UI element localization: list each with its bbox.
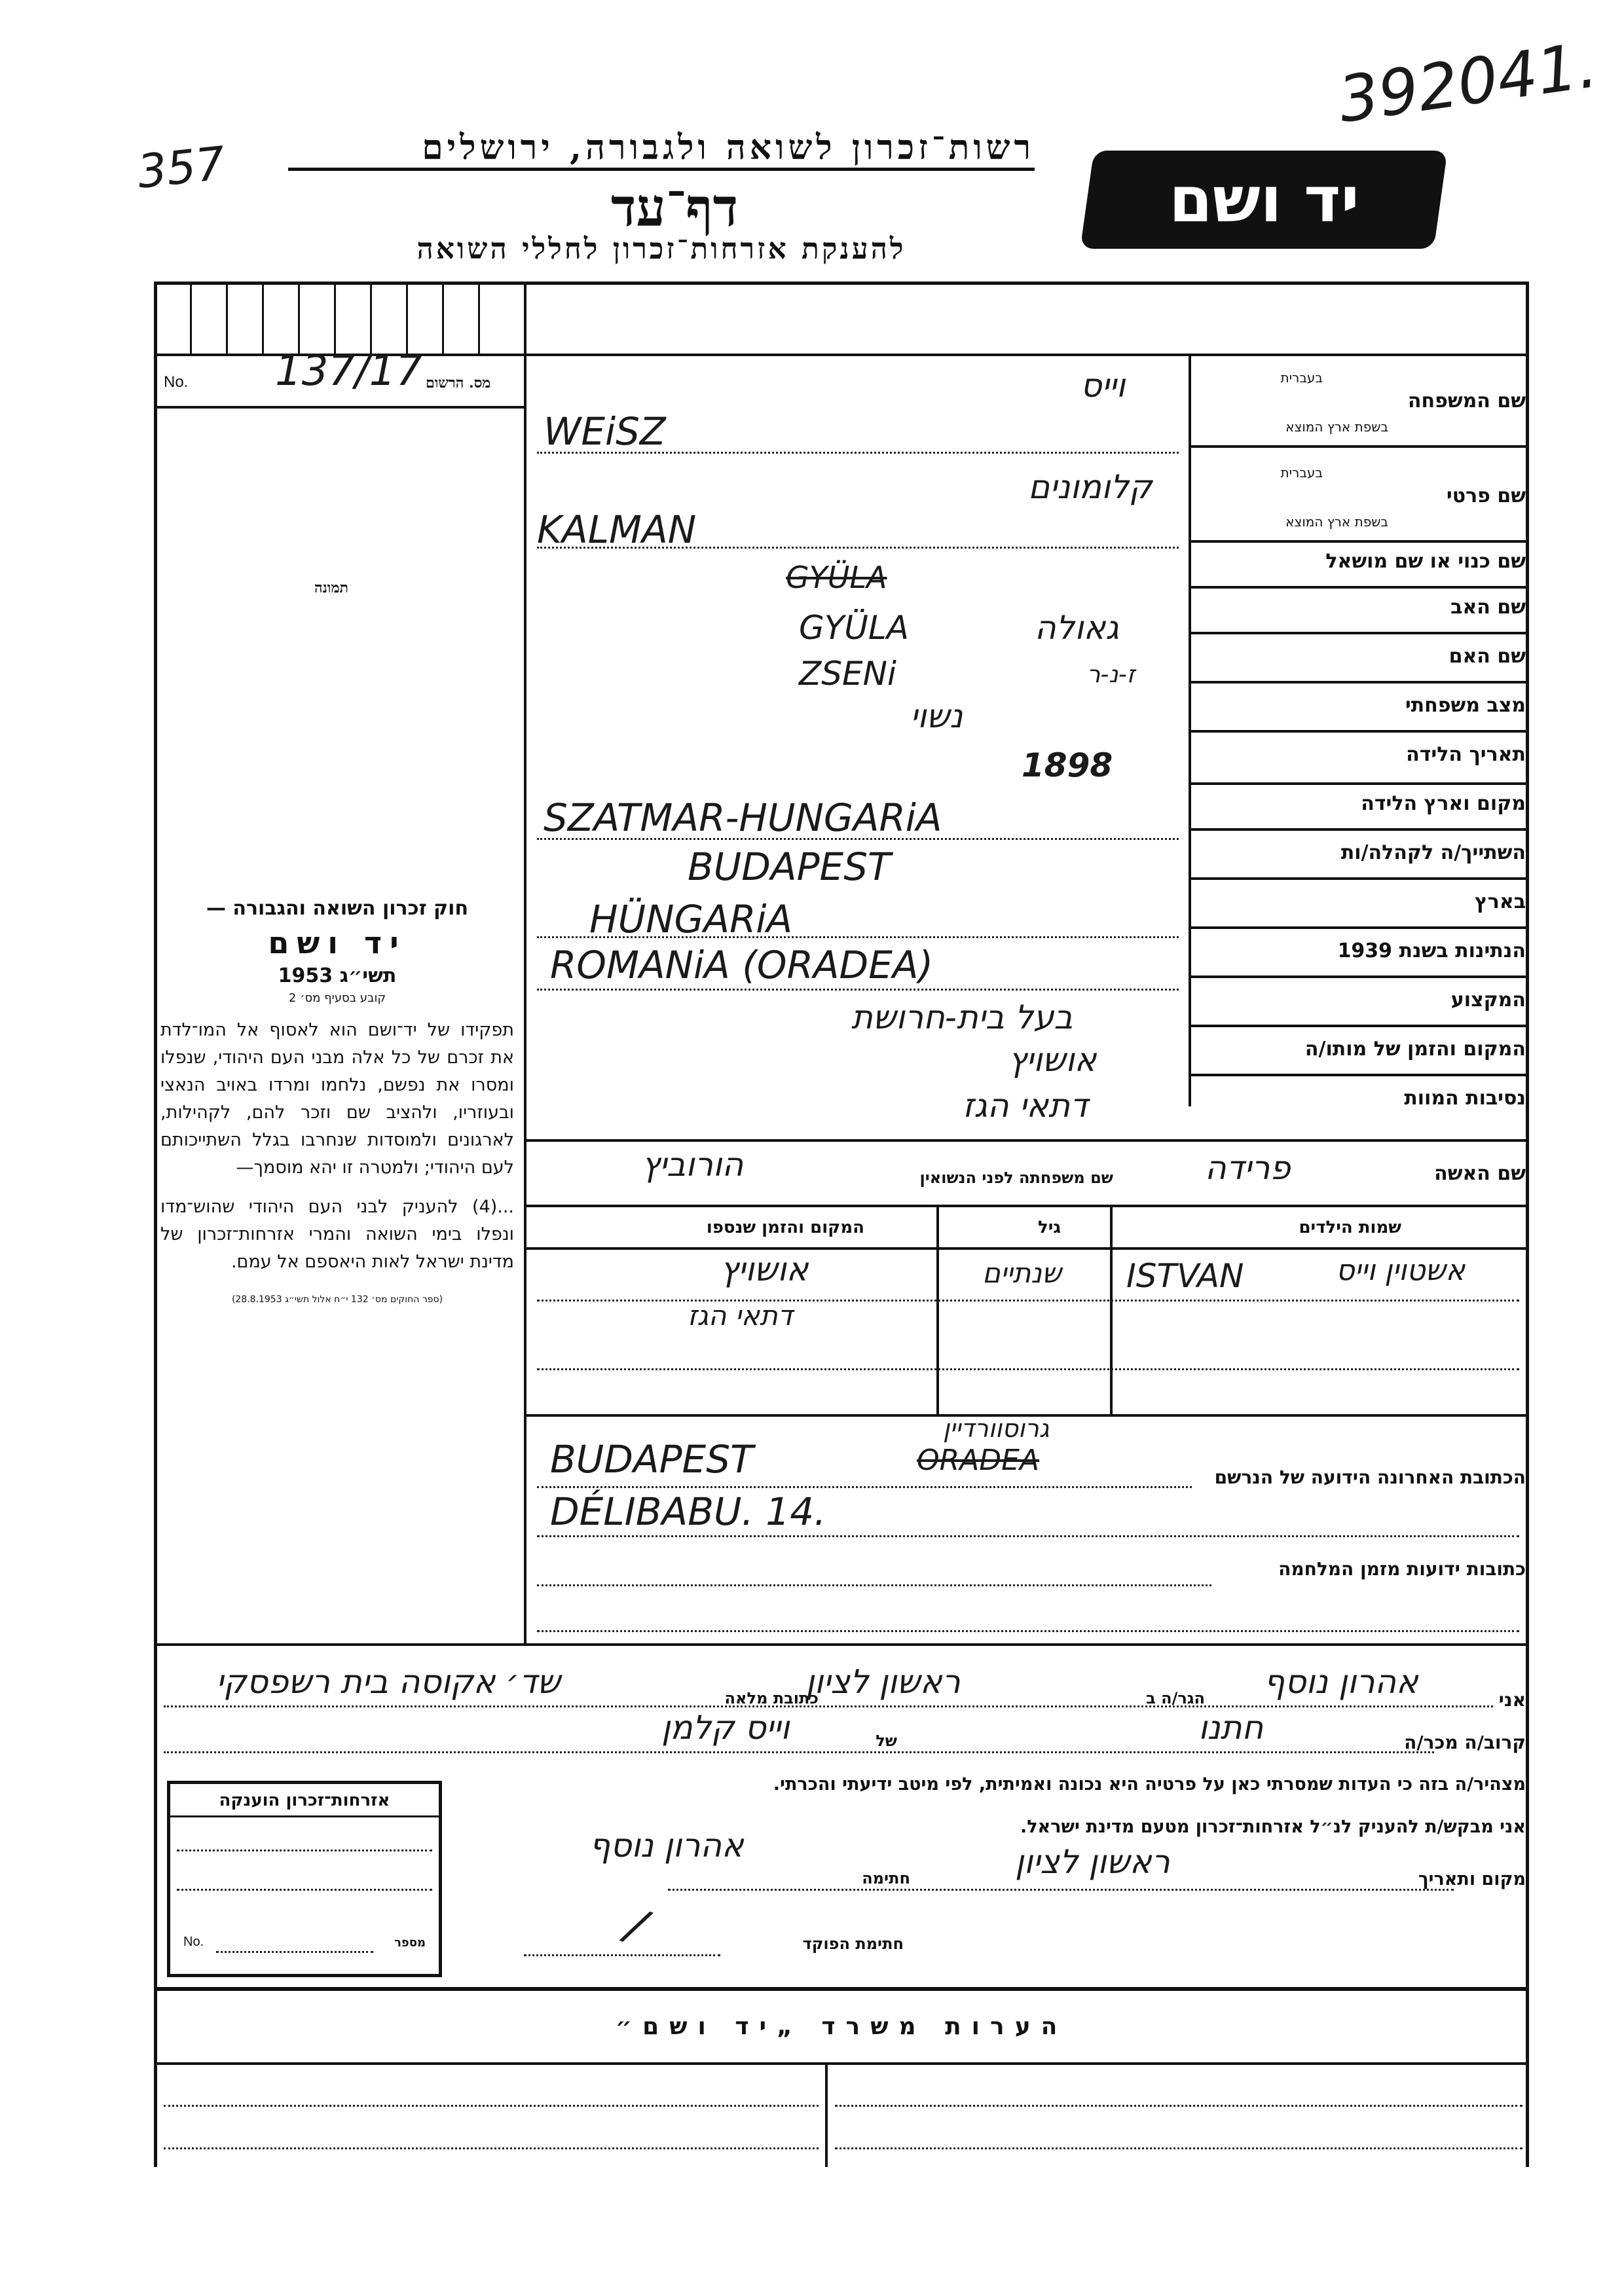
officer-signature-mark: / [619,1897,653,1954]
notes-line [154,2062,1529,2065]
dots [164,2147,819,2149]
reg-no-label: No. [164,373,189,391]
dots [835,2147,1522,2149]
nickname-value: GYÜLA [786,560,887,595]
birth-date-label: תאריך הלידה [1406,743,1526,766]
father-value: GYÜLA [799,609,909,647]
sep [1189,445,1529,448]
mother-he-value: ז-נ-ר [1087,661,1135,688]
granted-box [167,1781,442,1977]
sep [1189,782,1529,785]
mother-value: ZSENi [799,655,896,693]
reg-bottom [154,406,524,409]
request-text: אני מבקש/ת להעניק לנ״ל אזרחות־זכרון מטעם מדינת ישראל. [1020,1817,1526,1837]
country-label: בארץ [1474,890,1526,913]
wife-label: שם האשה [1434,1162,1526,1185]
organization-title: רשות־זכרון לשואה ולגבורה, ירושלים [288,128,1035,171]
death-cause-label: נסיבות המוות [1404,1087,1526,1110]
tick [406,282,408,354]
law-title: חוק זכרון השואה והגבורה — [206,897,469,920]
child-place-value: אושויץ [720,1250,809,1288]
wife-top [524,1139,1529,1142]
dots [537,989,1179,991]
tick [262,282,264,354]
birth-date-value: 1898 [1022,746,1113,784]
address-line2: DÉLIBABU. 14. [550,1489,826,1534]
dots [537,1584,1211,1586]
officer-label: חתימת הפוקד [802,1935,904,1953]
children-col-sep [936,1205,939,1414]
family-native-label: בשפת ארץ המוצא [1285,419,1388,435]
family-name-value: WEiSZ [544,409,666,454]
community-label: השתייך/ה לקהלה/ות [1340,841,1526,864]
granted-no-label: No. [183,1935,204,1949]
family-name-he-value: וייס [1080,367,1126,405]
full-address-label: כתובת מלאה [724,1689,819,1707]
death-place-value: אושויץ [1008,1041,1097,1079]
dots [537,1535,1519,1537]
sep [1189,975,1529,978]
citizenship-value: ROMANiA (ORADEA) [550,943,934,987]
dots [537,1300,1519,1302]
declarant-i-label: אני [1498,1689,1526,1711]
of-value: וייס קלמן [661,1709,790,1747]
granted-no-he: מספר [394,1936,426,1950]
declaration-text: מצהיר/ה בזה כי העדות שמסרתי כאן על פרטיה היא נכונה ואמיתית, לפי מיטב ידיעתי והכרתי. [773,1774,1526,1795]
children-names-header: שמות הילדים [1299,1218,1401,1237]
granted-title: אזרחות־זכרון הוענקה [170,1784,439,1817]
profession-value: בעל בית-חרושת [851,998,1073,1036]
signature-label: חתימה [862,1869,910,1887]
corner-number: 357 [135,136,228,199]
sep [1189,926,1529,929]
maiden-label: שם משפחתה לפני הנשואין [919,1169,1113,1187]
dots [835,2105,1522,2107]
death-cause-value: דתאי הגז [963,1087,1088,1125]
children-header-bottom [524,1247,1529,1250]
reg-no-value: 137/17 [275,347,423,395]
law-block [160,897,514,1305]
dots [164,2105,819,2107]
dots [164,1705,1493,1707]
office-notes-title: הערות משרד „יד ושם״ [615,2013,1068,2040]
first-native-label: בשפת ארץ המוצא [1285,514,1388,530]
dots [537,1486,1192,1488]
sep [1189,877,1529,880]
full-address-value: שד׳ אקוסה בית רשפסקי [216,1663,561,1701]
tick [190,282,192,354]
sep [1189,730,1529,733]
children-place-header: המקום והזמן שנספו [706,1218,864,1237]
archive-number: 392041. [1334,27,1602,137]
family-name-label: שם המשפחה [1407,390,1526,412]
dots [177,1889,432,1891]
address-line1: BUDAPEST [550,1437,754,1482]
children-col-sep [1110,1205,1113,1414]
address-label: הכתובת האחרונה הידועה של הנרשם [1214,1467,1526,1488]
resident-label: הגר/ה ב [1146,1689,1205,1707]
reg-no-label-he: מס. הרשום [426,374,491,392]
sep [1189,632,1529,634]
wartime-label: כתובות ידועות מזמן המלחמה [1278,1558,1526,1580]
dots [177,1850,432,1851]
relative-value: חתנו [1198,1709,1264,1747]
form-title: דף־עד [610,177,739,238]
column-separator [524,282,526,1643]
tick [334,282,336,354]
address-alt: ORADEA [917,1444,1040,1477]
tick [370,282,372,354]
death-place-label: המקום והזמן של מותו/ה [1304,1038,1526,1061]
form-subtitle: להענקת אזרחות־זכרון לחללי השואה [416,232,906,266]
sep [1189,1025,1529,1027]
law-paragraph-2: ...(4) להעניק לבני העם היהודי שהוש־מדו ונפלו בימי השואה והמרי אזרחות־זכרון של מדינת ישראל לאות היאספם אל עמם. [160,1197,514,1272]
law-org: יד ושם [268,925,407,960]
logo-text: יד ושם [1168,163,1359,236]
notes-top [154,1987,1529,1991]
child-name-he-value: אשטוין וייס [1336,1254,1466,1287]
dots [216,1951,373,1953]
signature-value: אהרון נוסף [589,1827,744,1865]
tick [298,282,300,354]
declarant-name: אהרון נוסף [1264,1663,1418,1701]
family-hebrew-label: בעברית [1280,370,1323,386]
sep [1189,681,1529,683]
relative-label: קרוב/ה מכר/ה [1404,1732,1526,1753]
tick [226,282,228,354]
address-bottom [154,1643,1529,1646]
law-year: תשי״ג 1953 [278,964,397,987]
resident-value: ראשון לציון [805,1663,961,1701]
child-place2-value: דתאי הגז [688,1300,793,1332]
tick [442,282,444,354]
sep [1189,828,1529,831]
place-date-label: מקום ותאריך [1418,1869,1526,1889]
community-value: BUDAPEST [688,845,891,889]
law-clause: קובע בסעיף מס׳ 2 [288,991,386,1005]
child-age-value: שנתיים [982,1257,1061,1289]
photo-label: תמונה [314,579,348,596]
nickname-label: שם כנוי או שם מושאל [1325,550,1526,573]
dots [537,1368,1519,1370]
notes-col-sep [825,2062,828,2167]
marital-value: נשוי [910,697,963,735]
wife-value: פרידה [1205,1149,1291,1187]
first-name-label: שם פרטי [1446,484,1526,507]
child-name-value: ISTVAN [1126,1257,1244,1295]
address-alt-he: גרוסוורדיין [943,1414,1050,1443]
dots [537,1630,1519,1632]
birth-place-value: SZATMAR-HUNGARiA [544,795,942,840]
father-label: שם האב [1450,596,1526,619]
children-age-header: גיל [1037,1218,1061,1237]
sep [1189,1074,1529,1076]
of-label: של [876,1732,897,1750]
maiden-value: הורוביץ [642,1146,744,1184]
profession-label: המקצוע [1450,989,1526,1011]
marital-label: מצב משפחתי [1405,694,1526,717]
mother-label: שם האם [1449,645,1526,668]
father-he-value: גאולה [1035,609,1119,647]
dots [668,1889,1454,1891]
first-name-value: KALMAN [537,507,697,552]
first-name-he-value: קלומונים [1028,468,1153,506]
first-hebrew-label: בעברית [1280,465,1323,481]
citizenship-label: הנתינות בשנת 1939 [1337,939,1526,962]
dots [164,1751,1434,1753]
sep [1189,586,1529,589]
sep [1189,540,1529,543]
yad-vashem-logo [1080,151,1447,249]
law-source: (ספר החוקים מס׳ 132 י״ח אלול תשי״ג 28.8.1953) [231,1294,443,1305]
wife-bottom [524,1205,1529,1207]
place-date-value: ראשון לציון [1015,1843,1170,1881]
dots [524,1954,720,1956]
law-paragraph-1: תפקידו של יד־ושם הוא לאסוף אל המו־לדת את זכרם של כל אלה מבני העם היהודי, שנפלו ומסרו את נפשם, נלחמו ומרדו באויב הנאצי ובעוזריו, ולהציב שם וזכר להם, לקהילות, לארגונים ולמוסדות שנחרבו בגלל השתייכותם לעם היהודי; ולמטרה זו יהא מוסמך— [160,1020,514,1178]
birth-place-label: מקום וארץ הלידה [1361,792,1526,815]
tick [478,282,480,354]
country-value: HÜNGARiA [589,897,793,941]
